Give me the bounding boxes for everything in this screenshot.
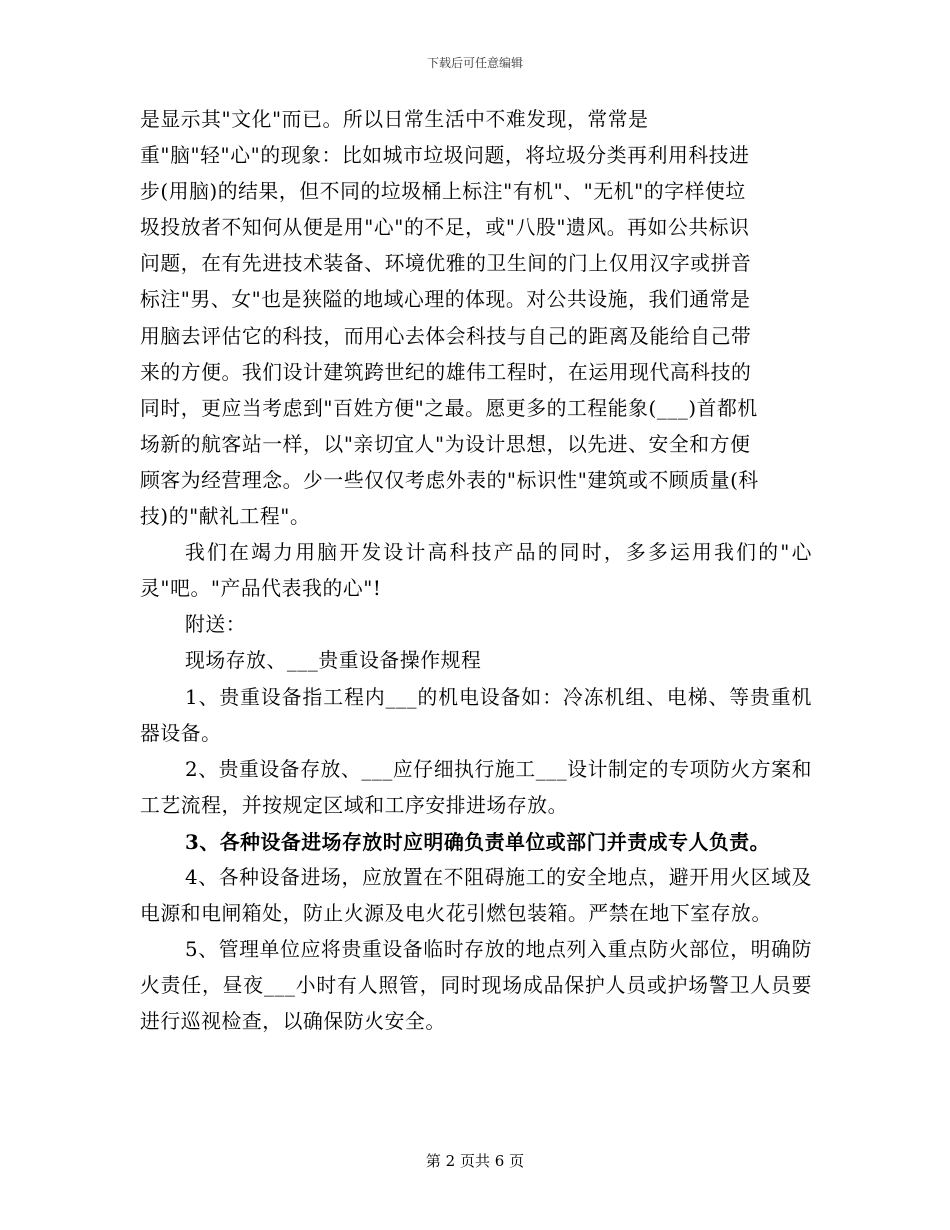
rule-item-5: 5、管理单位应将贵重设备临时存放的地点列入重点防火部位，明确防火责任，昼夜___小时有人照管，同时现场成品保护人员或护场警卫人员要进行巡视检查，以确保防火安全。 [140, 938, 812, 1034]
body-line: 圾投放者不知何从便是用"心"的不足，或"八股"遗风。再如公共标识 [140, 216, 750, 240]
closing-paragraph: 我们在竭力用脑开发设计高科技产品的同时，多多运用我们的"心灵"吧。"产品代表我的心"! [140, 541, 812, 601]
rule-item-4: 4、各种设备进场，应放置在不阻碍施工的安全地点，避开用火区域及电源和电闸箱处，防止火源及电火花引燃包装箱。严禁在地下室存放。 [140, 865, 812, 926]
appendix-label: 附送： [185, 613, 247, 637]
rule-item-1: 1、贵重设备指工程内___的机电设备如：冷冻机组、电梯、等贵重机器设备。 [140, 685, 812, 745]
section-title: 现场存放、___贵重设备操作规程 [185, 649, 482, 673]
body-line: 顾客为经营理念。少一些仅仅考虑外表的"标识性"建筑或不顾质量(科 [140, 468, 759, 492]
page-header: 下载后可任意编辑 [426, 56, 523, 70]
body-line: 用脑去评估它的科技，而用心去体会科技与自己的距离及能给自己带 [140, 324, 752, 348]
document-body [140, 102, 812, 1040]
page-number: 第 2 页共 6 页 [425, 1152, 525, 1170]
body-line: 步(用脑)的结果，但不同的垃圾桶上标注"有机"、"无机"的字样使垃 [140, 180, 746, 204]
body-line: 技)的"献礼工程"。 [140, 505, 311, 529]
body-line: 是显示其"文化"而已。所以日常生活中不难发现，常常是 [140, 108, 649, 131]
rule-item-2: 2、贵重设备存放、___应仔细执行施工___设计制定的专项防火方案和工艺流程，并按规定区域和工序安排进场存放。 [140, 757, 812, 817]
rule-item-3: 3、各种设备进场存放时应明确负责单位或部门并责成专人负责。 [185, 829, 771, 854]
body-line: 同时，更应当考虑到"百姓方便"之最。愿更多的工程能象(___)首都机 [140, 396, 758, 420]
body-line: 重"脑"轻"心"的现象：比如城市垃圾问题，将垃圾分类再利用科技进 [140, 144, 750, 168]
body-line: 来的方便。我们设计建筑跨世纪的雄伟工程时，在运用现代高科技的 [140, 360, 752, 384]
body-line: 问题，在有先进技术装备、环境优雅的卫生间的门上仅用汉字或拼音 [140, 252, 752, 276]
body-line: 标注"男、女"也是狭隘的地域心理的体现。对公共设施，我们通常是 [140, 288, 751, 312]
body-line: 场新的航客站一样，以"亲切宜人"为设计思想，以先进、安全和方便 [140, 432, 751, 456]
